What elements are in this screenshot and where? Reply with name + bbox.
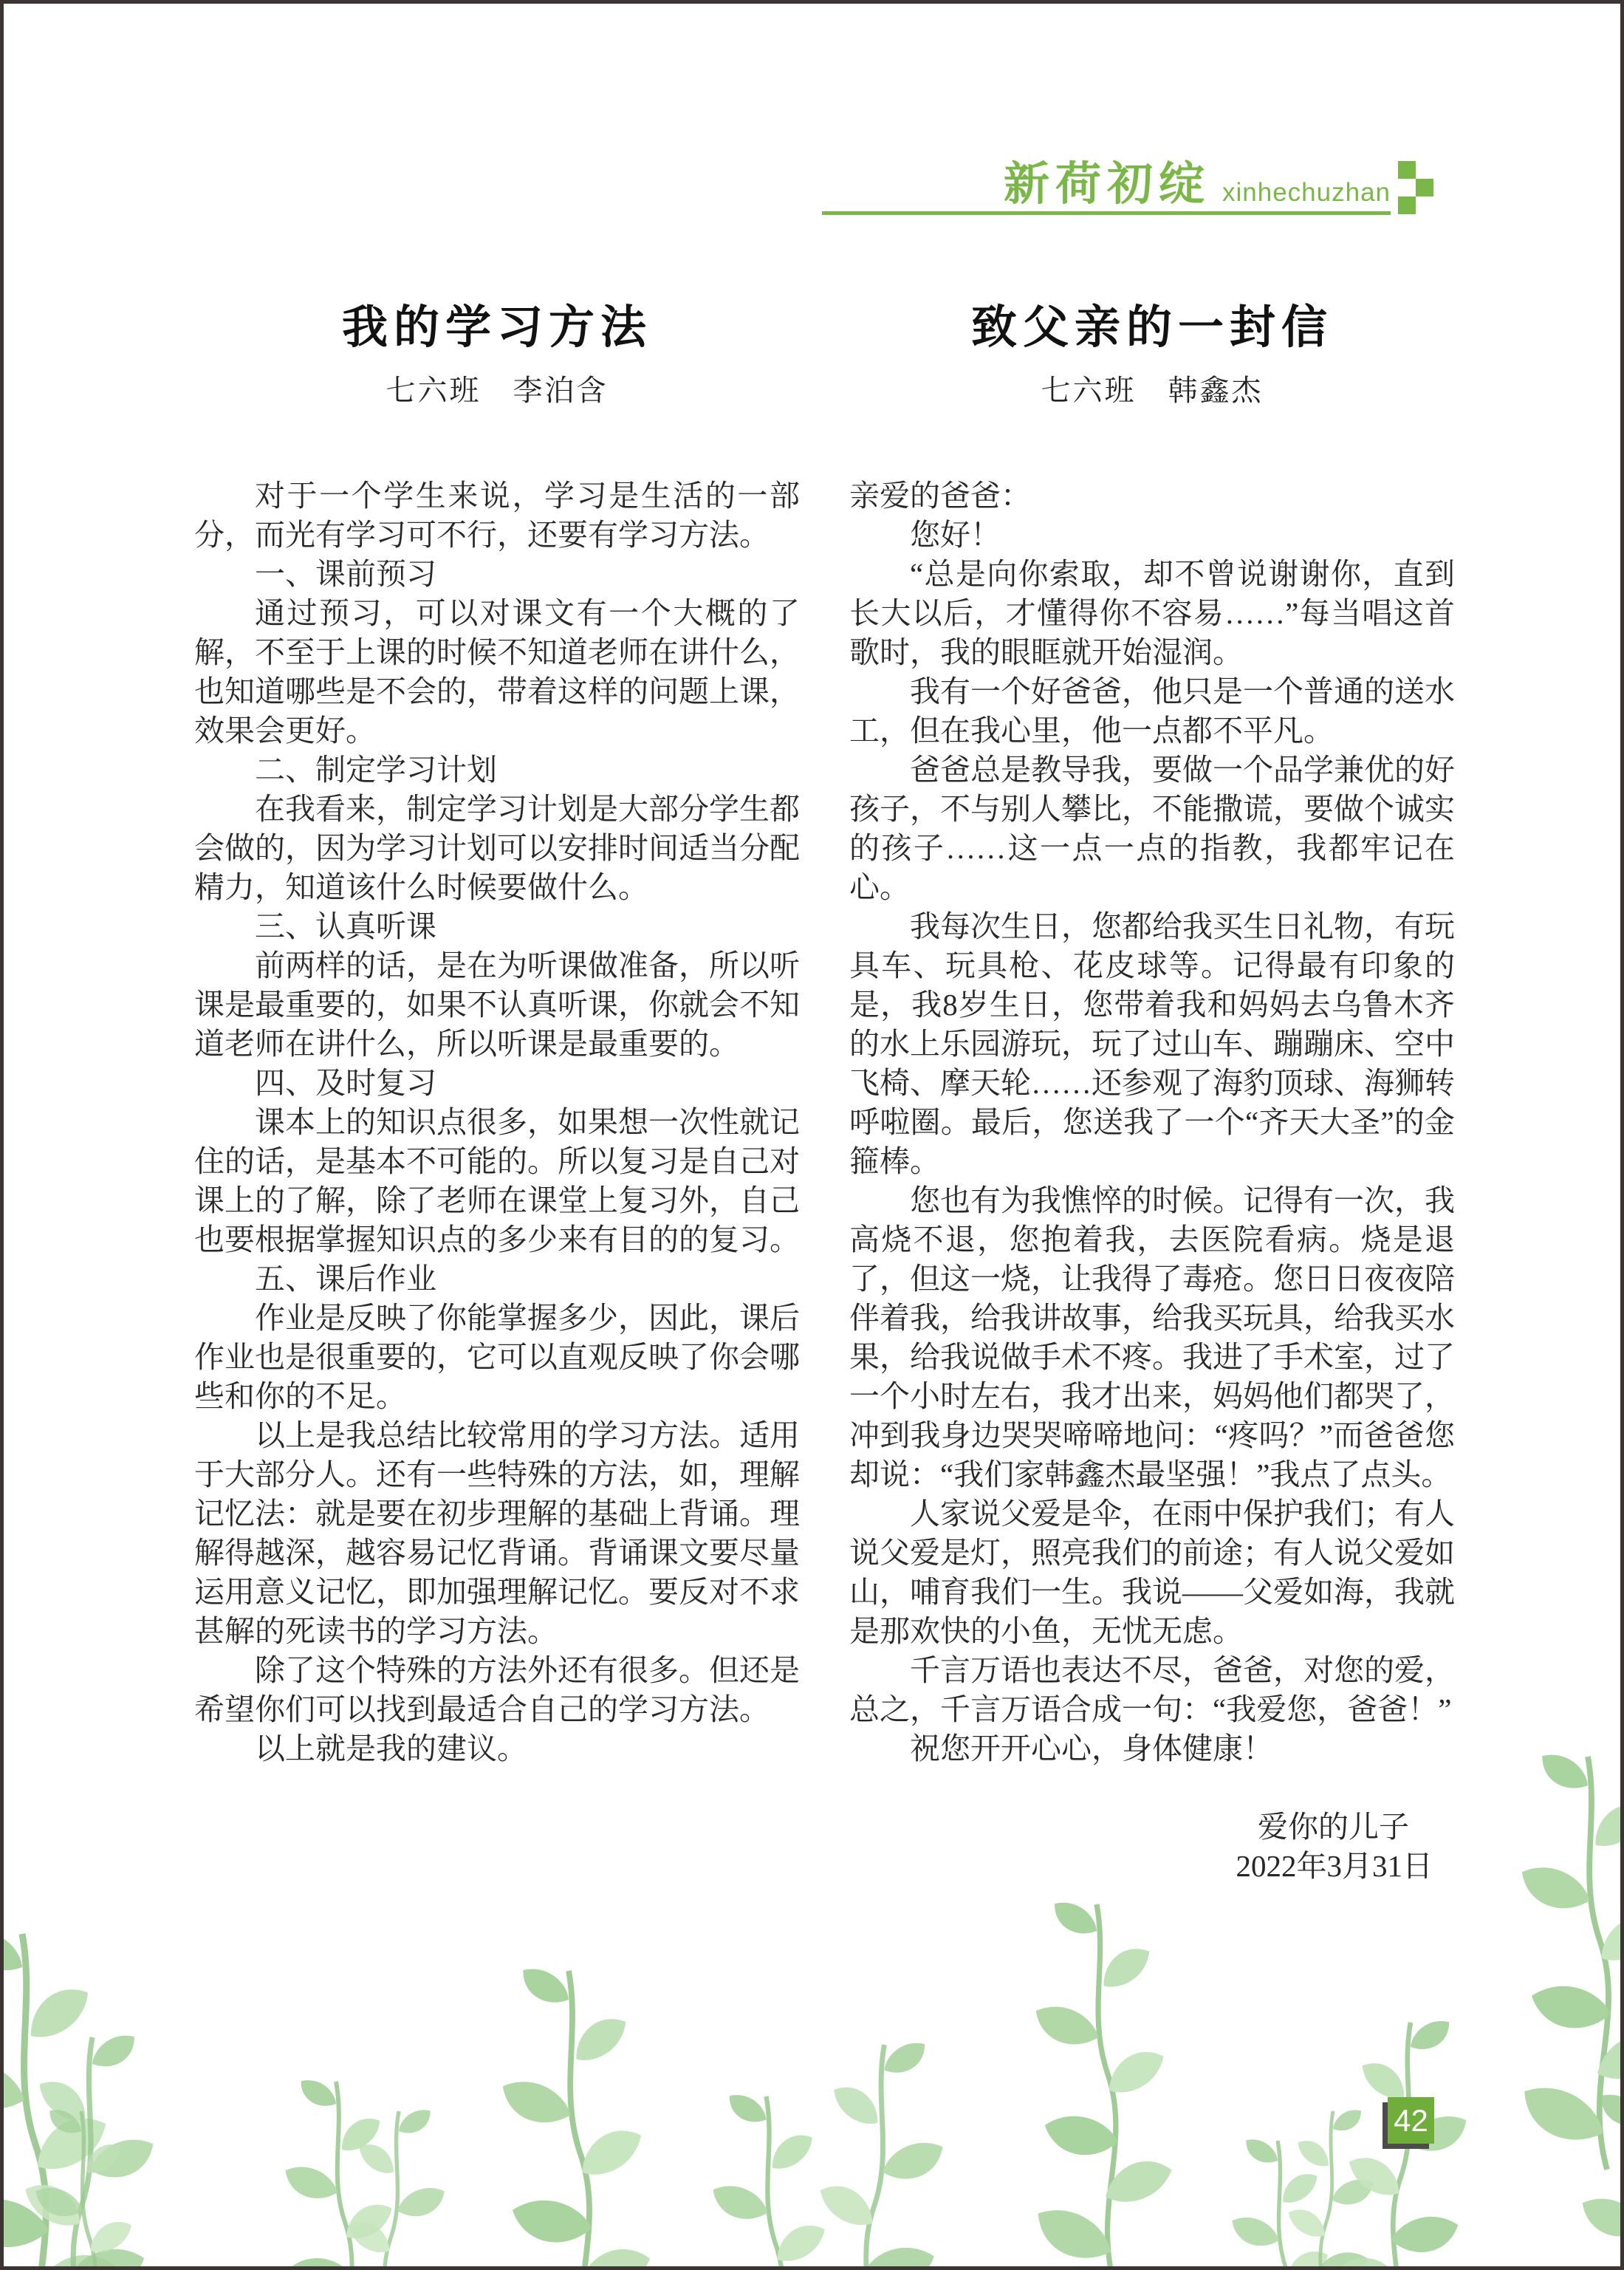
paragraph: 一、课前预习 [255, 557, 436, 592]
paragraph: 亲爱的爸爸： [849, 479, 1031, 513]
paragraph: 二、制定学习计划 [255, 753, 497, 787]
paragraph: 在我看来，制定学习计划是大部分学生都会做的，因为学习计划可以安排时间适当分配精力，知道该什么时候要做什么。 [194, 792, 800, 905]
paragraph: 我有一个好爸爸，他只是一个普通的送水工，但在我心里，他一点都不平凡。 [849, 674, 1455, 748]
paragraph: 作业是反映了你能掌握多少，因此，课后作业也是很重要的，它可以直观反映了你会哪些和你的不足。 [194, 1301, 800, 1414]
article-author: 七六班 李泊含 [386, 374, 609, 408]
paragraph: 您也有为我憔悴的时候。记得有一次，我高烧不退，您抱着我，去医院看病。烧是退了，但这一烧，让我得了毒疮。您日日夜夜陪伴着我，给我讲故事，给我买玩具，给我买水果，给我说做手术不疼。我进了手术室，过了一个小时左右，我才出来，妈妈他们都哭了，冲到我身边哭哭啼啼地问：“疼吗？”而爸爸您却说：“我们家韩鑫杰最坚强！”我点了点头。 [849, 1183, 1455, 1492]
paragraph: 以上就是我的建议。 [255, 1731, 527, 1766]
paragraph: 千言万语也表达不尽，爸爸，对您的爱，总之，千言万语合成一句：“我爱您，爸爸！” [849, 1653, 1455, 1727]
logo-chinese-text: 新荷初绽 [1003, 159, 1210, 210]
letter-signoff [849, 1808, 1455, 1886]
article-study-methods [194, 301, 800, 1768]
paragraph: 祝您开开心心，身体健康！ [910, 1731, 1273, 1766]
logo-square [1398, 161, 1416, 179]
paragraph: “总是向你索取，却不曾说谢谢你，直到长大以后，才懂得你不容易……”每当唱这首歌时，我的眼眶就开始湿润。 [849, 557, 1455, 670]
article-author: 七六班 韩鑫杰 [1041, 374, 1264, 408]
paragraph: 以上是我总结比较常用的学习方法。适用于大部分人。还有一些特殊的方法，如，理解记忆法：就是要在初步理解的基础上背诵。理解得越深，越容易记忆背诵。背诵课文要尽量运用意义记忆，即加强理解记忆。要反对不求甚解的死读书的学习方法。 [194, 1418, 800, 1649]
paragraph: 四、及时复习 [255, 1066, 436, 1101]
article-letter-to-father [849, 301, 1455, 1886]
header-logo [822, 148, 1391, 208]
logo-pinyin-text: xinhechuzhan [1222, 178, 1391, 207]
signoff-line: 2022年3月31日 [1236, 1849, 1433, 1884]
paragraph: 除了这个特殊的方法外还有很多。但还是希望你们可以找到最适合自己的学习方法。 [194, 1653, 800, 1727]
paragraph: 您好！ [910, 518, 1001, 553]
paragraph: 通过预习，可以对课文有一个大概的了解，不至于上课的时候不知道老师在讲什么，也知道哪些是不会的，带着这样的问题上课，效果会更好。 [194, 596, 800, 748]
paragraph: 课本上的知识点很多，如果想一次性就记住的话，是基本不可能的。所以复习是自己对课上的了解，除了老师在课堂上复习外，自己也要根据掌握知识点的多少来有目的的复习。 [194, 1105, 800, 1257]
logo-square [1398, 196, 1416, 214]
paragraph: 我每次生日，您都给我买生日礼物，有玩具车、玩具枪、花皮球等。记得最有印象的是，我8岁生日，您带着我和妈妈去乌鲁木齐的水上乐园游玩，玩了过山车、蹦蹦床、空中飞椅、摩天轮……还参观了海豹顶球、海狮转呼啦圈。最后，您送我了一个“齐天大圣”的金箍棒。 [849, 909, 1455, 1179]
page-number-badge: 42 [1388, 2097, 1434, 2144]
article-body [849, 476, 1455, 1768]
paragraph: 前两样的话，是在为听课做准备，所以听课是最重要的，如果不认真听课，你就会不知道老师在讲什么，所以听课是最重要的。 [194, 948, 800, 1062]
paragraph: 爸爸总是教导我，要做一个品学兼优的好孩子，不与别人攀比，不能撒谎，要做个诚实的孩子……这一点一点的指教，我都牢记在心。 [849, 753, 1455, 905]
article-body [194, 476, 800, 1768]
header-divider [822, 211, 1391, 215]
article-title: 致父亲的一封信 [970, 303, 1333, 353]
paragraph: 对于一个学生来说，学习是生活的一部分，而光有学习可不行，还要有学习方法。 [194, 479, 800, 553]
paragraph: 五、课后作业 [255, 1262, 436, 1296]
article-title: 我的学习方法 [341, 303, 652, 353]
paragraph: 三、认真听课 [255, 909, 436, 944]
signoff-line: 爱你的儿子 [1258, 1810, 1409, 1845]
paragraph: 人家说父爱是伞，在雨中保护我们；有人说父爱是灯，照亮我们的前途；有人说父爱如山，哺育我们一生。我说——父爱如海，我就是那欢快的小鱼，无忧无虑。 [849, 1497, 1455, 1649]
logo-square [1416, 179, 1433, 196]
logo-squares-icon [1398, 161, 1435, 216]
